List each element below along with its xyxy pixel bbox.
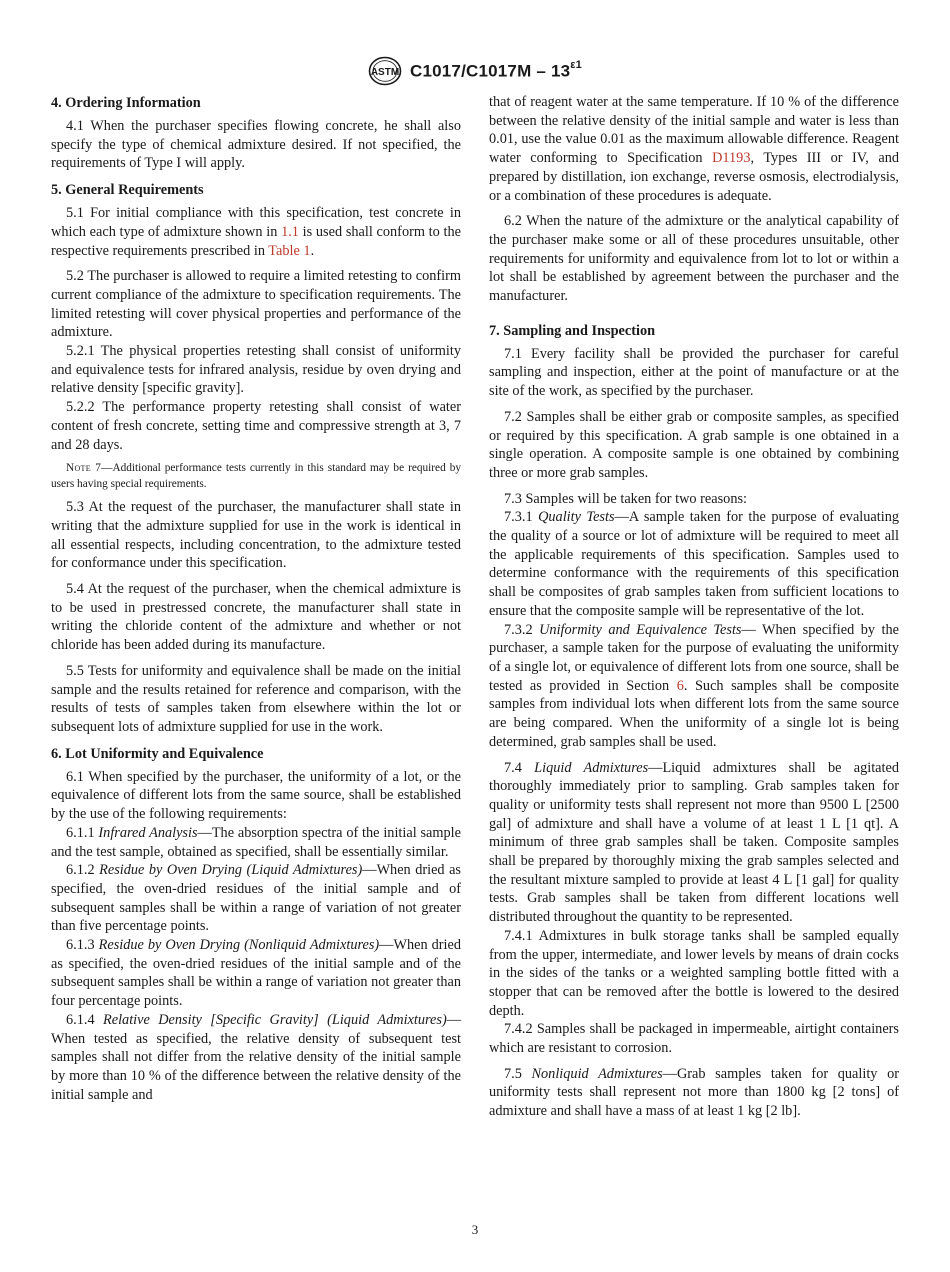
para-5-3: 5.3 At the request of the purchaser, the manufacturer shall state in writing that the admixture supplied for use in the work is identical in all essential respects, including concentration, to the admixture tested for conformance under this specification. (51, 499, 461, 572)
para-5-2-2: 5.2.2 The performance property retesting shall consist of water content of fresh concrete, setting time and compressive strength at 3, 7 and 28 days. (51, 399, 461, 453)
link-section-6[interactable]: 6 (676, 677, 684, 694)
link-d1193[interactable]: D1193 (712, 150, 751, 167)
link-section-1-1[interactable]: 1.1 (281, 223, 299, 240)
note-7: Note 7—Additional performance tests currently in this standard may be required by users having special requirements. (51, 462, 462, 491)
para-5-2-1: 5.2.1 The physical properties retesting shall consist of uniformity and equivalence tests for infrared analysis, residue by oven drying and relative density [specific gravity]. (51, 343, 461, 397)
para-6-1-4: 6.1.4 Relative Density [Specific Gravity] (Liquid Admixtures)—When tested as specified, the relative density of subsequent test samples shall not differ from the relative density of the initial sample by more than 10 % of the difference between the relative density of the initial sample and (51, 1011, 462, 1103)
para-7-2: 7.2 Samples shall be either grab or composite samples, as specified or required by this specification. A grab sample is one obtained in a single operation. A composite sample is one obtained by combining three or more grab samples. (489, 408, 899, 481)
link-table-1[interactable]: Table 1 (268, 242, 311, 259)
para-7-5: 7.5 Nonliquid Admixtures—Grab samples taken for quality or uniformity tests shall represent not more than 1800 kg [2 tons] of admixture and shall have a mass of at least 1 kg [2 lb]. (489, 1065, 899, 1120)
section-4-heading: 4. Ordering Information (51, 95, 201, 111)
right-column (489, 93, 899, 1128)
standard-designation: $C1017/C1017M - 13^{\varepsilon 1}$ (409, 58, 583, 81)
para-6-1: 6.1 When specified by the purchaser, the uniformity of a lot, or the equivalence of different lots from the same source, shall be established by the use of the following requirements: (51, 768, 461, 823)
section-6-heading: 6. Lot Uniformity and Equivalence (51, 745, 264, 762)
para-5-2: 5.2 The purchaser is allowed to require a limited retesting to confirm current compliance of the admixture to specification requirements. The limited retesting will cover physical properties and performance of the admixture. (51, 268, 461, 341)
astm-logo-icon (368, 56, 402, 86)
page-number: 3 (471, 1222, 479, 1237)
para-5-1: 5.1 For initial compliance with this specification, test concrete in which each type of admixture shown in 1.1 is used shall conform to the respective requirements prescribed in Table 1. (51, 205, 461, 259)
para-6-2: 6.2 When the nature of the admixture or the analytical capability of the purchaser make some or all of these procedures unsuitable, other requirements for uniformity and equivalence from lot to lot or within a lot shall be established by agreement between the purchaser and the manufacturer. (489, 213, 899, 305)
para-7-1: 7.1 Every facility shall be provided the purchaser for careful sampling and inspection, either at the point of manufacture or at the site of the work, as specified by the purchaser. (489, 345, 899, 400)
para-7-4-2: 7.4.2 Samples shall be packaged in impermeable, airtight containers which are resistant to corrosion. (489, 1021, 899, 1057)
edition-superscript: ε1 (570, 58, 583, 71)
para-6-1-3: 6.1.3 Residue by Oven Drying (Nonliquid Admixtures)—When dried as specified, the oven-dried residues of the initial sample and of the subsequent samples shall be within a range of variation not greater than four percentage points. (51, 937, 461, 1010)
para-7-4-1: 7.4.1 Admixtures in bulk storage tanks shall be sampled equally from the upper, intermediate, and lower levels by means of drain cocks in the sides of the tanks or a weighted sampling bottle fitted with a stopper that can be removed after the bottle is lowered to the desired depth. (489, 927, 899, 1019)
page-header (0, 54, 950, 88)
para-7-3: 7.3 Samples will be taken for two reasons: (504, 490, 747, 507)
section-7-heading: 7. Sampling and Inspection (489, 322, 656, 339)
section-5-heading: 5. General Requirements (51, 182, 204, 199)
para-6-1-2: 6.1.2 Residue by Oven Drying (Liquid Admixtures)—When dried as specified, the oven-dried residues of the initial sample and of subsequent samples shall be within a range of variation of not greater than five percentage points. (51, 862, 461, 935)
note-7-label: Note 7 (66, 462, 102, 475)
para-7-4: 7.4 Liquid Admixtures—Liquid admixtures shall be agitated thoroughly immediately prior to sampling. Grab samples taken for quality or uniformity tests shall represent not more than 9500 L [2500 gal] of admixture and shall have a volume of at least 1 L [1 qt]. A minimum of three grab samples shall be taken. Composite samples shall be prepared by thoroughly mixing the grab samples selected and the resultant mixture sampled to provide at least 4 L [1 gal] for quality tests. Grab samples shall be taken from different locations well distributed throughout the quantity to be represented. (489, 759, 899, 926)
para-4-1: 4.1 When the purchaser specifies flowing concrete, he shall also specify the type of chemical admixture desired. If not specified, the requirements of Type I will apply. (51, 118, 461, 172)
para-6-1-4-continued: that of reagent water at the same temperature. If 10 % of the difference between the relative density of the initial sample and water is less than 0.01, use the value 0.01 as the maximum allowable difference. Reagent water conforming to Specification D1193, Types III or IV, and prepared by distillation, ion exchange, reverse osmosis, electrodialysis, or a combination of these procedures is adequate. (489, 94, 899, 204)
para-5-5: 5.5 Tests for uniformity and equivalence shall be made on the initial sample and the results retained for reference and comparison, with the results of tests of samples taken from elsewhere within the lot or subsequent lots of admixture supplied for use in the work. (51, 662, 461, 735)
svg-text:ASTM: ASTM (370, 67, 400, 78)
para-6-1-1: 6.1.1 Infrared Analysis—The absorption spectra of the initial sample and the test sample, obtained as specified, shall be essentially similar. (51, 824, 461, 860)
para-7-3-1: 7.3.1 Quality Tests—A sample taken for the purpose of evaluating the quality of a source or lot of admixture will be required to meet all the applicable requirements of this specification. Samples used to determine conformance with the requirements of this specification shall be composites of grab samples taken from sufficient locations to ensure that the composite sample will be representative of the lot. (489, 509, 900, 619)
left-column (51, 93, 461, 1104)
para-5-4: 5.4 At the request of the purchaser, when the chemical admixture is to be used in prestressed concrete, the manufacturer shall state in writing the chloride content of the admixture and whether or not chloride has been added during its manufacture. (51, 581, 461, 654)
para-7-3-2: 7.3.2 Uniformity and Equivalence Tests— When specified by the purchaser, a sample taken for the purpose of evaluating the uniformity of a single lot, or equivalence of different lots from one source, shall be tested as provided in Section 6. Such samples shall be composite samples from individual lots when different lots from the same source are being compared. When the uniformity of a single lot is being determined, grab samples shall be used. (489, 621, 900, 750)
